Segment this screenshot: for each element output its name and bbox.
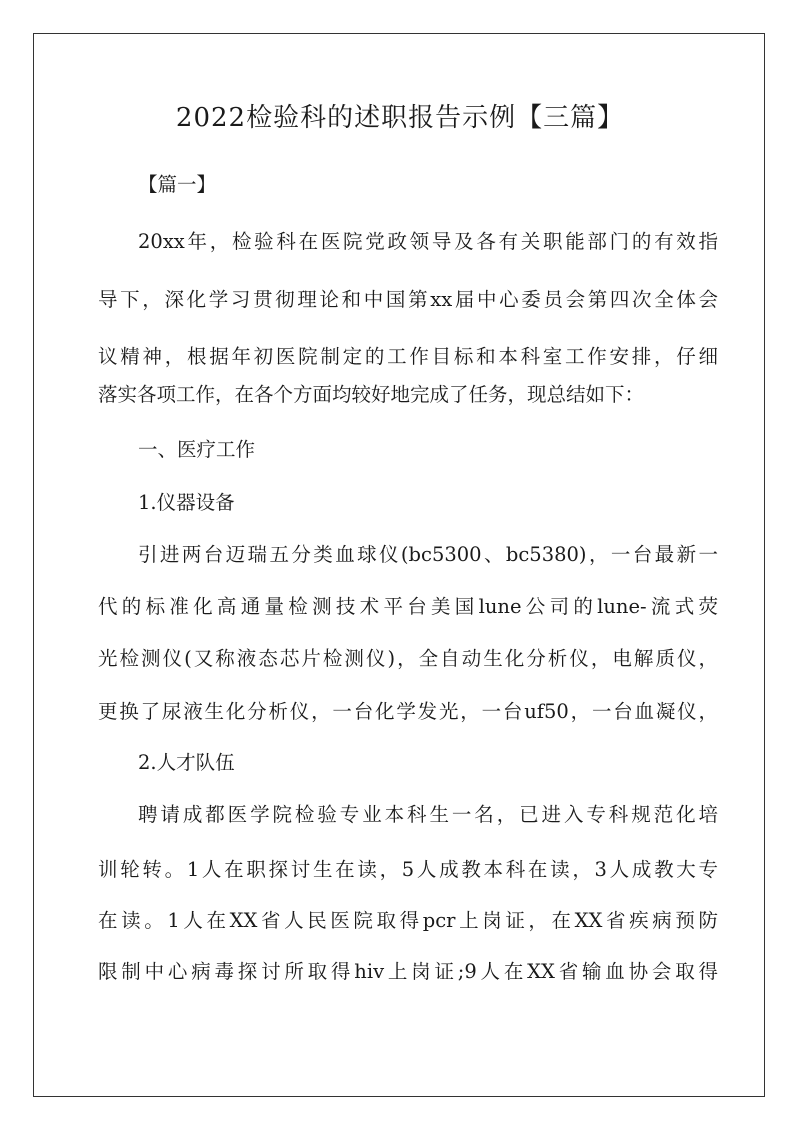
paragraph-line: 更换了尿液生化分析仪，一台化学发光，一台uf50，一台血凝仪， bbox=[98, 700, 718, 723]
paragraph-line: 光检测仪(又称液态芯片检测仪)，全自动生化分析仪，电解质仪， bbox=[98, 647, 718, 670]
paragraph-line: 限制中心病毒探讨所取得hiv上岗证;9人在XX省输血协会取得 bbox=[98, 960, 718, 983]
paragraph-line: 导下，深化学习贯彻理论和中国第xx届中心委员会第四次全体会 bbox=[98, 288, 718, 311]
document-title: 2022检验科的述职报告示例【三篇】 bbox=[175, 103, 625, 133]
section-heading: 【篇一】 bbox=[138, 173, 217, 196]
paragraph-line: 代的标准化高通量检测技术平台美国lune公司的lune-流式荧 bbox=[98, 595, 718, 618]
subheading: 一、医疗工作 bbox=[138, 438, 256, 461]
paragraph-line: 训轮转。1人在职探讨生在读，5人成教本科在读，3人成教大专 bbox=[98, 858, 718, 881]
subheading: 2.人才队伍 bbox=[138, 751, 235, 774]
paragraph-line: 引进两台迈瑞五分类血球仪(bc5300、bc5380)，一台最新一 bbox=[138, 543, 718, 566]
paragraph-line: 落实各项工作，在各个方面均较好地完成了任务，现总结如下： bbox=[98, 383, 645, 406]
paragraph-line: 聘请成都医学院检验专业本科生一名，已进入专科规范化培 bbox=[138, 803, 718, 826]
paragraph-line: 议精神，根据年初医院制定的工作目标和本科室工作安排，仔细 bbox=[98, 345, 718, 368]
paragraph-line: 在读。1人在XX省人民医院取得pcr上岗证，在XX省疾病预防 bbox=[98, 909, 718, 932]
subheading: 1.仪器设备 bbox=[138, 491, 235, 514]
paragraph-line: 20xx年，检验科在医院党政领导及各有关职能部门的有效指 bbox=[138, 230, 718, 253]
